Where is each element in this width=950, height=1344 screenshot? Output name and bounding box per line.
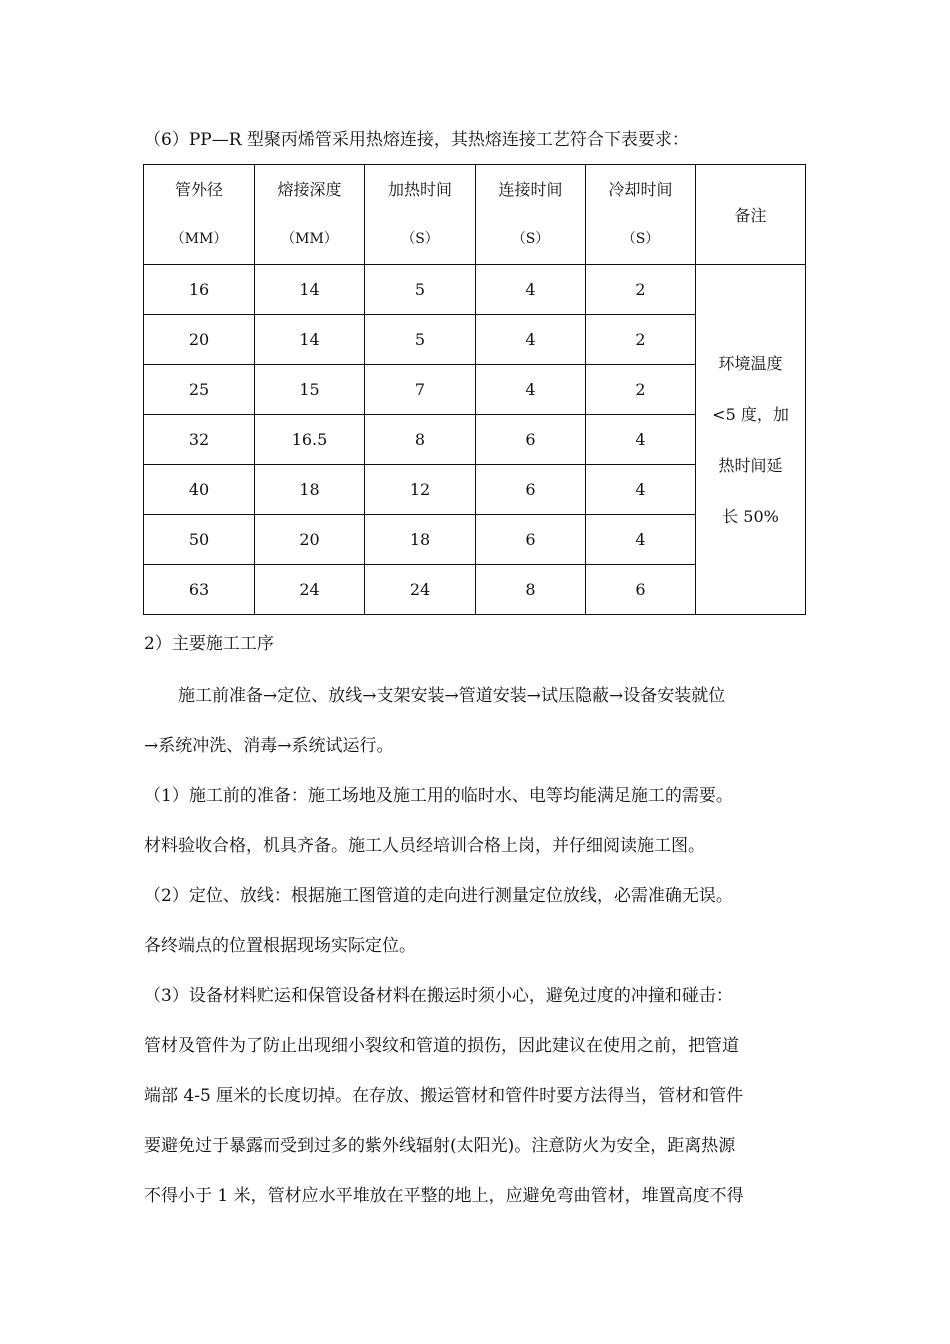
paragraph-line: （2）定位、放线：根据施工图管道的走向进行测量定位放线，必需准确无误。: [144, 886, 733, 906]
paragraph-line: （1）施工前的准备：施工场地及施工用的临时水、电等均能满足施工的需要。: [144, 786, 733, 806]
table-cell: 4: [586, 465, 696, 515]
table-cell: 6: [476, 465, 586, 515]
table-cell: 32: [144, 415, 255, 465]
table-cell: 6: [476, 415, 586, 465]
header-cell: 熔接深度 （MM）: [255, 165, 365, 265]
table-cell: 18: [365, 515, 476, 565]
paragraph-line: 各终端点的位置根据现场实际定位。: [144, 936, 416, 956]
paragraph-line: 管材及管件为了防止出现细小裂纹和管道的损伤，因此建议在使用之前，把管道: [144, 1036, 739, 1056]
table-cell: 20: [144, 315, 255, 365]
table-cell: 15: [255, 365, 365, 415]
table-cell: 4: [586, 415, 696, 465]
table-cell: 18: [255, 465, 365, 515]
table-cell: 63: [144, 565, 255, 615]
remark-cell: [696, 265, 806, 615]
table-cell: 5: [365, 265, 476, 315]
table-cell: 2: [586, 365, 696, 415]
table-cell: 24: [255, 565, 365, 615]
remark-line: 长 50%: [722, 506, 779, 526]
table-cell: 16.5: [255, 415, 365, 465]
table-cell: 40: [144, 465, 255, 515]
table-cell: 5: [365, 315, 476, 365]
paragraph-line: 要避免过于暴露而受到过多的紫外线辐射(太阳光)。注意防火为安全，距离热源: [144, 1136, 736, 1156]
table-cell: 4: [586, 515, 696, 565]
remark-line: <5 度，加: [712, 404, 789, 424]
table-row: [144, 265, 806, 315]
paragraph-line: 端部 4-5 厘米的长度切掉。在存放、搬运管材和管件时要方法得当，管材和管件: [144, 1086, 744, 1106]
table-cell: 2: [586, 265, 696, 315]
header-cell: 冷却时间 （S）: [586, 165, 696, 265]
table-cell: 20: [255, 515, 365, 565]
table-cell: 25: [144, 365, 255, 415]
table-cell: 12: [365, 465, 476, 515]
table-cell: 8: [365, 415, 476, 465]
table-cell: 14: [255, 315, 365, 365]
section-heading: 2）主要施工工序: [144, 634, 274, 654]
table-cell: 4: [476, 265, 586, 315]
remark-line: 环境温度: [718, 353, 783, 373]
table-cell: 14: [255, 265, 365, 315]
header-cell: 加热时间 （S）: [365, 165, 476, 265]
remark-line: 热时间延: [718, 455, 783, 475]
header-cell: 管外径 （MM）: [144, 165, 255, 265]
table-cell: 4: [476, 315, 586, 365]
table-cell: 7: [365, 365, 476, 415]
table-cell: 24: [365, 565, 476, 615]
paragraph-line: 施工前准备→定位、放线→支架安装→管道安装→试压隐蔽→设备安装就位: [144, 686, 726, 706]
paragraph-line: 不得小于 1 米，管材应水平堆放在平整的地上，应避免弯曲管材，堆置高度不得: [144, 1186, 744, 1206]
paragraph-line: 材料验收合格，机具齐备。施工人员经培训合格上岗，并仔细阅读施工图。: [144, 836, 705, 856]
fusion-spec-table: [143, 164, 806, 615]
table-header-row: [144, 165, 806, 265]
table-cell: 2: [586, 315, 696, 365]
table-cell: 6: [476, 515, 586, 565]
table-cell: 6: [586, 565, 696, 615]
table-intro: （6）PP—R 型聚丙烯管采用热熔连接，其热熔连接工艺符合下表要求：: [144, 130, 689, 150]
table-cell: 8: [476, 565, 586, 615]
paragraph-line: （3）设备材料贮运和保管设备材料在搬运时须小心，避免过度的冲撞和碰击：: [144, 986, 733, 1006]
header-cell: 连接时间 （S）: [476, 165, 586, 265]
table-cell: 4: [476, 365, 586, 415]
table-cell: 50: [144, 515, 255, 565]
header-cell-remark: 备注: [696, 165, 806, 265]
paragraph-line: →系统冲洗、消毒→系统试运行。: [144, 736, 394, 756]
table-cell: 16: [144, 265, 255, 315]
